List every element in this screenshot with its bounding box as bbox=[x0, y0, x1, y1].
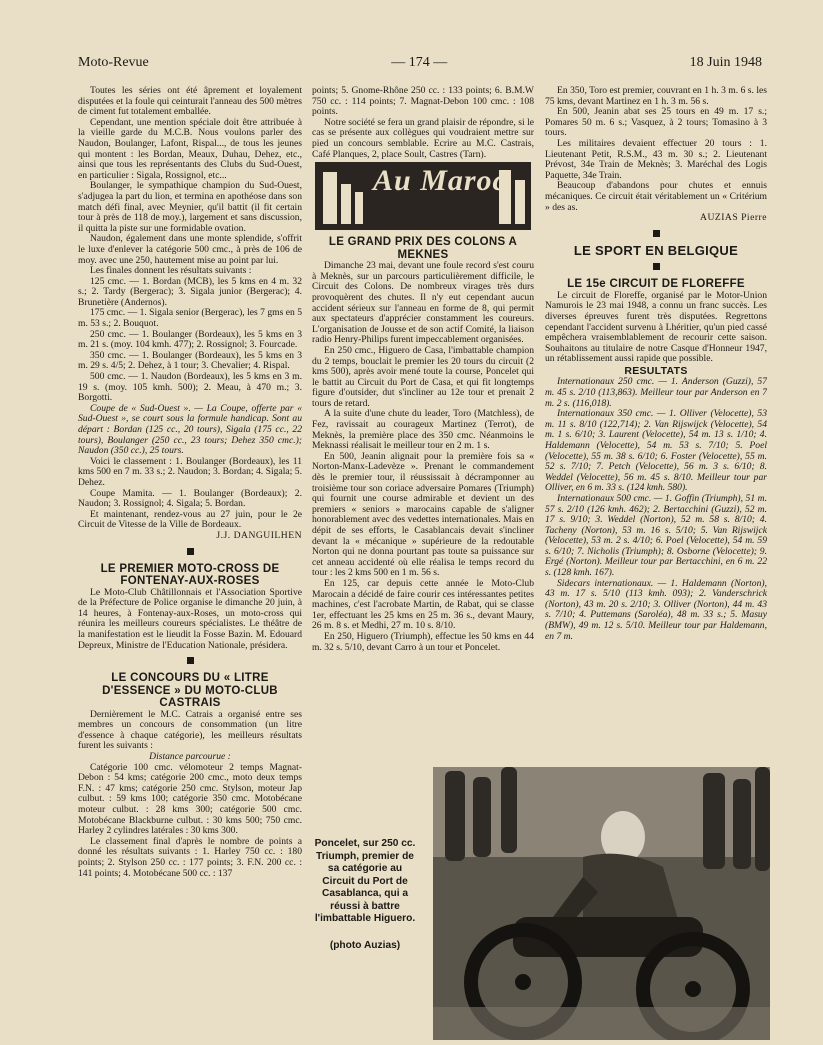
paragraph: En 250 cmc., Higuero de Casa, l'imbattable champion du 2 temps, bouclait le premier les 20 tours du circuit (2 kms 500), après avoir mené toute la course, Poncelet qui le battit au Circuit du Port de Casa, et qui fit longtemps figure d'outsider, dut s'incliner au 12e tour et prenait 2 tours de retard. bbox=[312, 344, 534, 409]
issue-date: 18 Juin 1948 bbox=[689, 55, 762, 70]
author-signature: AUZIAS Pierre bbox=[700, 212, 767, 224]
paragraph: En 250, Higuero (Triumph), effectue les 50 kms en 44 m. 32 s. 5/10, devant Carro à un tour et Poncelet. bbox=[312, 630, 534, 653]
paragraph: Boulanger, le sympathique champion du Sud-Ouest, s'adjugea la part du lion, et termina en apothéose dans son match défi final, avec Meynier, qu'il battit (il fit certain tour à près de 118 de moy.), largement et sans discussion, il quitta la piste sur une formidable ovation. bbox=[78, 180, 302, 234]
section-bullet bbox=[187, 548, 194, 555]
section-bullet bbox=[653, 263, 660, 270]
result-line: 175 cmc. — 1. Sigala senior (Bergerac), les 7 gms en 5 m. 53 s.; 2. Bouquot. bbox=[78, 307, 302, 330]
paragraph: Et maintenant, rendez-vous au 27 juin, pour le 2e Circuit de Vitesse de la Ville de Bordeaux. bbox=[78, 508, 302, 531]
paragraph: En 125, car depuis cette année le Moto-Club Marocain a décidé de faire courir ces intéressantes petites machines, c'est l'acrobate Martin, de Rabat, qui se classe 1er, effectuant les 25 kms en 25 m. 36 s., devant Maury, 26 m. 8 s. et Medhi, 27 m. 10 s. 8/10. bbox=[312, 577, 534, 632]
paragraph: Coupe de « Sud-Ouest ». — La Coupe, offerte par « Sud-Ouest », se court sous la formule handicap. Sont au départ : Bordan (125 cc., 20 tours), Sigala (175 cc., 22 tours), Boulanger (250 cc., 23 tours; Dehez 350 cmc.); Naudon (350 cc.), 25 tours. bbox=[78, 402, 302, 457]
paragraph: Beaucoup d'abandons pour chutes et ennuis mécaniques. Ce circuit était véritablement un « Critérium » des as. bbox=[545, 180, 767, 213]
logo-text: Au Maroc bbox=[373, 164, 507, 198]
column-3 bbox=[545, 86, 767, 742]
paragraph: En 500, Jeanin abat ses 25 tours en 49 m. 17 s.; Pomares 50 m. 6 s.; Vasquez, à 2 tours; Tomasino à 3 tours. bbox=[545, 106, 767, 139]
author-signature: J.J. DANGUILHEN bbox=[216, 529, 302, 541]
page-number: — 174 — bbox=[391, 55, 448, 70]
article-heading: LE GRAND PRIX DES COLONS A MEKNES bbox=[328, 236, 518, 261]
photo-caption bbox=[312, 838, 418, 952]
paragraph: Coupe Mamita. — 1. Boulanger (Bordeaux); 2. Naudon; 3. Rossignol; 4. Sigala; 5. Bordan. bbox=[78, 487, 302, 510]
paragraph: A la suite d'une chute du leader, Toro (Matchless), de Fez, ravissait au courageux Martinez (Terrot), de Meknès, la première place des 350 cmc. Néanmoins le Meknassi réalisait le meilleur tour en 2 m. 1 s. bbox=[312, 408, 534, 452]
rider-illustration bbox=[433, 767, 770, 1040]
result-line: 500 cmc. — 1. Naudon (Bordeaux), les 5 kms en 3 m. 19 s. (moy. 105 kmh. 500); 2. Meau, à 470 m.; 3. Borgotti. bbox=[78, 371, 302, 404]
column-1 bbox=[78, 86, 302, 1026]
paragraph: Toutes les séries ont été âprement et loyalement disputées et la foule qui ceinturait l'anneau des 500 mètres de ciment fut totalement emballée. bbox=[78, 86, 302, 118]
paragraph: Naudon, également dans une monte splendide, s'offrit le luxe d'enlever la catégorie 500 cmc., à près de 106 de moy. avec une 250, hautement mise au point par lui. bbox=[78, 233, 302, 266]
paragraph: Le Moto-Club Châtillonnais et l'Association Sportive de la Préfecture de Police organise le dimanche 20 juin, à 14 heures, à Fontenay-aux-Roses, un moto-cross qui réunira les meilleurs coureurs spécialistes. Le théâtre de la manifestation est le lieudit la Fosse Bazin. M. Edouard Depreux, Ministre de l'Education Nationale, présidera. bbox=[78, 586, 302, 651]
paragraph: Notre société se fera un grand plaisir de répondre, si le cas se présente aux collègues qui voudraient mettre sur pied un concours semblable. Ecrire au M.C. Castrais, Café Planques, 2, place Soult, Castres (Tarn). bbox=[312, 116, 534, 160]
paragraph: Les finales donnent les résultats suivants : bbox=[90, 265, 252, 277]
result-line: 250 cmc. — 1. Boulanger (Bordeaux), les 5 kms en 3 m. 21 s. (moy. 104 kmh. 477); 2. Rossignol; 3. Fourcade. bbox=[78, 328, 302, 351]
paragraph: Les militaires devaient effectuer 20 tours : 1. Lieutenant Petit, R.S.M., 43 m. 30 s.; 2. Lieutenant Prévost, 34e Train de Meknès; 3. Maréchal des Logis Paquette, 34e Train. bbox=[545, 137, 767, 181]
paragraph: En 500, Jeanin alignait pour la première fois sa « Norton-Manx-Ladevèze ». Prenant le commandement dès le premier tour, il réussissait à décramponner au troisième tour son coriace adversaire Pomares (Triumph) qui fournit une course admirable et devient un des premiers « seniors » marocains capable de s'aligner honorablement avec des vedettes internationales. Mais en dépit de ses efforts, le Casablancais devait s'incliner devant la « mécanique » supérieure de la redoutable Norton qui ne donna pourtant pas toute sa puissance sur cet anneau accidenté où elle réalisa le temps record du tour : les 2 kms 500 en 1 m. 56 s. bbox=[312, 450, 534, 579]
subheading: Distance parcourue : bbox=[149, 750, 231, 762]
motorcycle-photo bbox=[433, 767, 770, 1040]
article-heading: LE 15e CIRCUIT DE FLOREFFE bbox=[567, 278, 745, 291]
paragraph: Le circuit de Floreffe, organisé par le Motor-Union Namurois le 23 mai 1948, a connu un franc succès. Les diverses épreuves furent très disputées. Regrettons cependant l'accident survenu à Lhéritier, qu'un pied cassé empêchera vraisemblablement de recourir cette saison. Souhaitons au titulaire de notre Casque d'Honneur 1947, un rétablissement aussi rapide que possible. bbox=[545, 289, 767, 365]
caption-text: Poncelet, sur 250 cc. Triumph, premier de sa catégorie au Circuit du Port de Casablanca, qui a réussi à battre l'imbattable Higuero. bbox=[314, 838, 416, 924]
photo-credit: (photo Auzias) bbox=[329, 939, 401, 951]
paragraph: Catégorie 100 cmc. vélomoteur 2 temps Magnat-Debon : 54 kms; catégorie 200 cmc., moto deux temps F.N. : 47 kms; catégorie 250 cmc. Stylson, moteur Jap culbut. : 59 kms 100; catégorie 350 cmc. Motobécane moteur culbut. : 28 kms 300; catégorie 500 cmc. Motobécane Blackburne culbut. : 30 kms 500; 750 cmc. Harley 2 cylindres latérales : 30 kms 300. bbox=[78, 761, 302, 837]
paragraph: Voici le classement : 1. Boulanger (Bordeaux), les 11 kms 500 en 7 m. 33 s.; 2. Naudon; 3. Bordan; 4. Sigala; 5. Dehez. bbox=[78, 455, 302, 488]
result-line: Internationaux 500 cmc. — 1. Goffin (Triumph), 51 m. 57 s. 2/10 (126 kmh. 462); 2. Bertacchini (Guzzi), 52 m. 17 s. 9/10; 3. Weddel (Norton), 52 m. 58 s. 8/10; 4. Tacheny (Norton), 53 m. 16 s. 5/10; 5. Van Rijswijck (Velocette), 53 m. 2 s. 4/10; 6. Poel (Velocette), 54 m. 59 s. 6/10; 7. Nicholis (Triumph); 8. Osborne (Velocette); 9. Ergé (Norton). Meilleur tour par Bertacchini, en 6 m. 22 s. (128 kmh. 167). bbox=[545, 492, 767, 579]
section-heading: LE SPORT EN BELGIQUE bbox=[573, 242, 739, 258]
page-header bbox=[78, 52, 762, 74]
magazine-title: Moto-Revue bbox=[78, 55, 149, 70]
results-heading: RESULTATS bbox=[624, 364, 688, 377]
paragraph: points; 5. Gnome-Rhône 250 cc. : 133 points; 6. B.M.W 750 cc. : 114 points; 7. Magnat-Debon 100 cmc. : 108 points. bbox=[312, 86, 534, 118]
article-heading: LE PREMIER MOTO-CROSS DE FONTENAY-AUX-ROSES bbox=[100, 562, 280, 588]
column-2 bbox=[312, 86, 534, 776]
article-heading: LE CONCOURS DU « LITRE D'ESSENCE » DU MOTO-CLUB CASTRAIS bbox=[102, 672, 278, 710]
result-line: 350 cmc. — 1. Boulanger (Bordeaux), les 5 kms en 3 m. 29 s. 4/5; 2. Dehez, à 1 tour; 3. Chevalier; 4. Rispal. bbox=[78, 349, 302, 372]
result-line: Internationaux 250 cmc. — 1. Anderson (Guzzi), 57 m. 45 s. 2/10 (113,863). Meilleur tour par Anderson en 7 m. 2 s. (116,018). bbox=[545, 376, 767, 409]
section-bullet bbox=[653, 230, 660, 237]
result-line: Internationaux 350 cmc. — 1. Olliver (Velocette), 53 m. 11 s. 8/10 (122,714); 2. Van Rijswijck (Velocette), 54 m. 1 s. 6/10; 3. Laurent (Velocette), 54 m. 13 s. 1/10; 4. Haldemann (Velocette), 54 m. 53 s. 7/10; 5. Poel (Velocette), 55 m. 38 s. 6/10; 6. Foster (Velocette), 55 m. 52 s. 7/10; 7. Petch (Velocette), 56 m. 3 s. 6/10; 8. Weddel (Velocette), 56 m. 45 s. 8/10. Meilleur tour par Olliver, en 6 m. 33 s. (124 kmh. 580). bbox=[545, 408, 767, 494]
section-bullet bbox=[187, 657, 194, 664]
au-maroc-logo bbox=[315, 162, 531, 230]
result-line: 125 cmc. — 1. Bordan (MCB), les 5 kms en 4 m. 32 s.; 2. Tardy (Bergerac); 3. Sigala junior (Bergerac); 4. Brunetière (Andernos). bbox=[78, 275, 302, 308]
paragraph: Le classement final d'après le nombre de points a donné les résultats suivants : 1. Harley 750 cc. : 180 points; 2. Stylson 250 cc. : 177 points; 3. F.N. 200 cc. : 141 points; 4. Motobécane 500 cc. : 137 bbox=[78, 835, 302, 879]
paragraph: En 350, Toro est premier, couvrant en 1 h. 3 m. 6 s. les 75 kms, devant Martinez en 1 h. 3 m. 56 s. bbox=[545, 86, 767, 107]
paragraph: Dernièrement le M.C. Catrais a organisé entre ses membres un concours de consommation (un litre d'essence à chaque catégorie), les meilleurs résultats furent les suivants : bbox=[78, 708, 302, 752]
result-line: Sidecars internationaux. — 1. Haldemann (Norton), 43 m. 17 s. 5/10 (113 kmh. 093); 2. Vanderschrick (Norton), 43 m. 20 s. 2/10; 3. Olliver (Norton), 44 m. 43 s. 7/10; 4. Puttemans (Saroléa), 48 m. 33 s.; 5. Masuy (BMW), 49 m. 12 s. 5/10. Meilleur tour par Haldemann, en 7 m. bbox=[545, 577, 767, 642]
paragraph: Dimanche 23 mai, devant une foule record s'est couru à Meknès, sur un parcours particulièrement difficile, le Circuit des Colons. De nombreux virages très durs provoquèrent des chutes. Il n'y eut cependant aucun accident sérieux sur l'anneau en forme de 8, qui permit aux spectateurs d'apprécier constamment les coureurs. L'organisation de Jousse et de son actif Comité, la liaison radio Henry-Philips furent impeccablement organisées. bbox=[312, 260, 534, 346]
paragraph: Cependant, une mention spéciale doit être attribuée à la vieille garde du M.C.B. Nous voulons parler des Naudon, Boulanger, Lafont, Rispal..., de tous les jeunes qui montent : les Bordan, Meaux, Duhau, Dehez, etc., ainsi que tous les représentants des Clubs du Sud-Ouest, en particulier : Sigala, Rossignol, etc... bbox=[78, 116, 302, 181]
